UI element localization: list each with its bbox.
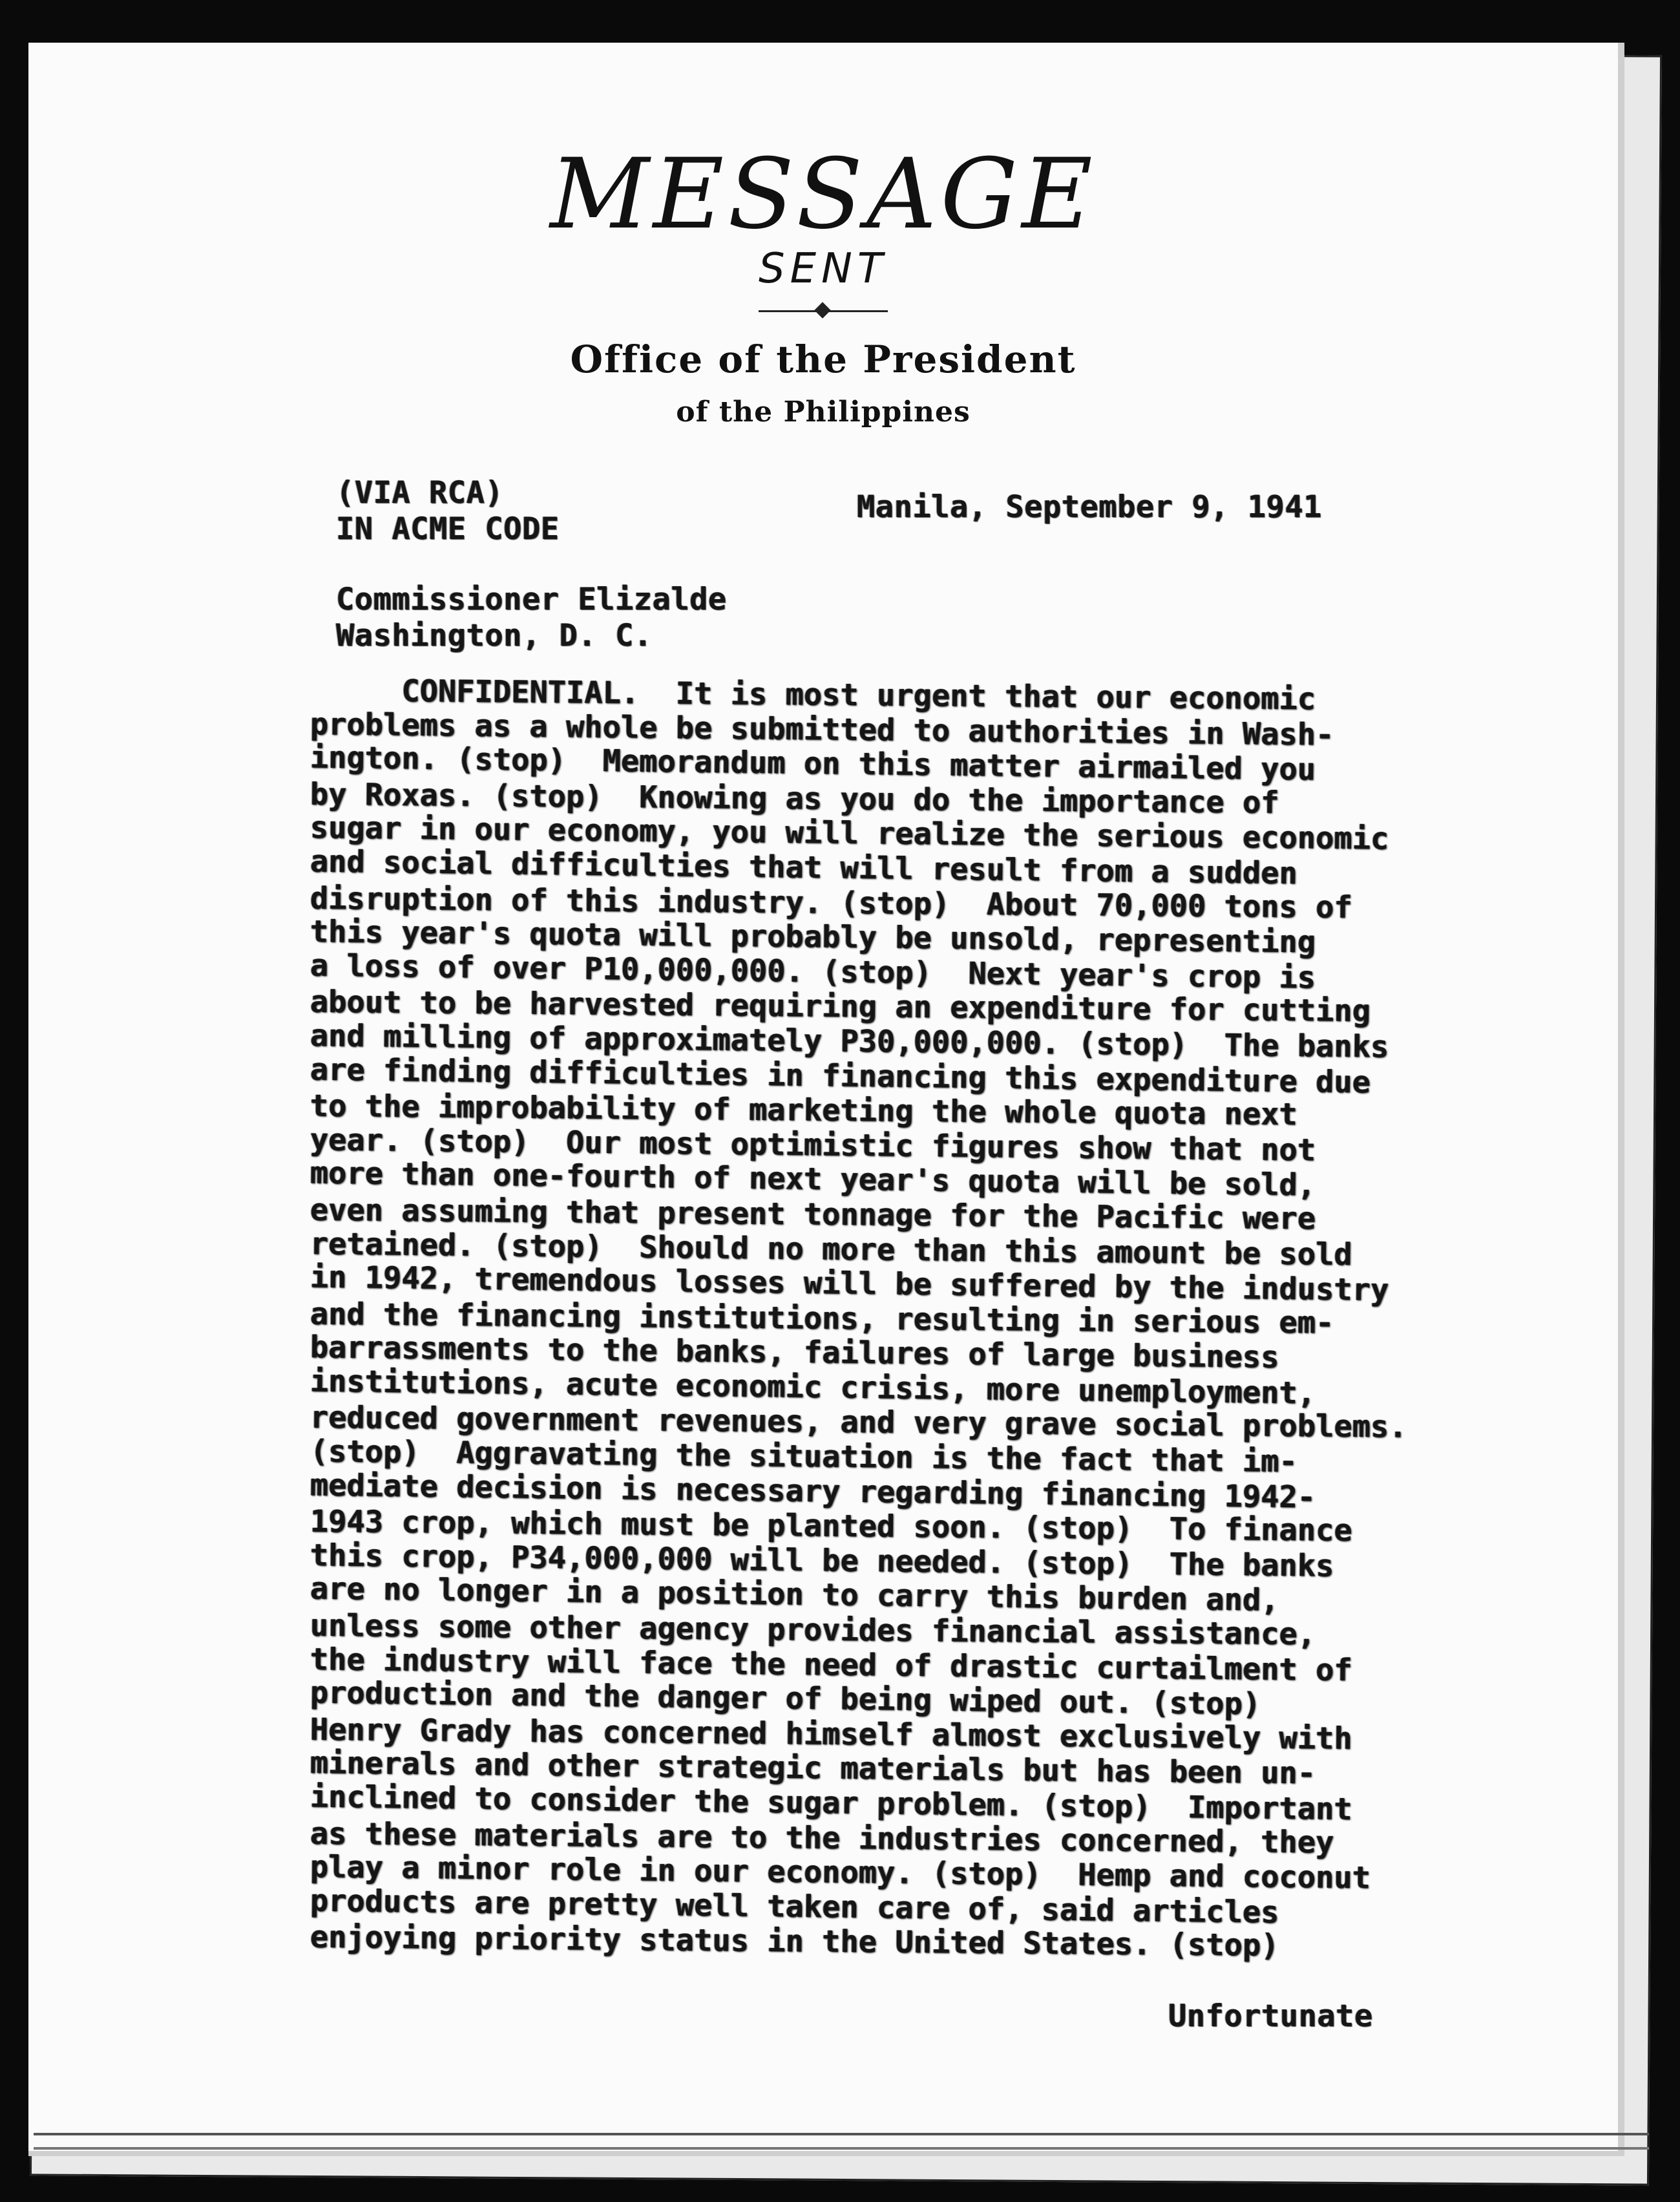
code-line: IN ACME CODE	[336, 511, 560, 547]
continuation-word: Unfortunate	[1168, 1998, 1373, 2034]
body-line: barrassments to the banks, failures of large business	[310, 1329, 1279, 1376]
letterhead	[28, 140, 1618, 432]
message-body	[310, 672, 1525, 1964]
body-line: about to be harvested requiring an expenditure for cutting	[310, 984, 1371, 1030]
body-line: ington. (stop) Memorandum on this matter airmailed you	[310, 739, 1316, 788]
office-name-line2: of the Philippines	[676, 396, 971, 429]
body-line: play a minor role in our economy. (stop) Hemp and coconut	[310, 1849, 1371, 1896]
body-line: (stop) Aggravating the situation is the fact that im-	[310, 1434, 1298, 1480]
body-line: retained. (stop) Should no more than this amount be sold	[310, 1225, 1353, 1273]
body-line: as these materials are to the industries concerned, they	[310, 1816, 1334, 1861]
body-line: this year's quota will probably be unsold, representing	[310, 914, 1316, 960]
body-line: are finding difficulties in financing this expenditure due	[310, 1052, 1371, 1101]
body-line: the industry will face the need of drastic curtailment of	[310, 1641, 1353, 1688]
stacked-page-edges	[34, 2133, 1649, 2150]
body-line: more than one-fourth of next year's quota will be sold,	[310, 1155, 1316, 1203]
body-line: CONFIDENTIAL. It is most urgent that our economic	[310, 672, 1316, 717]
body-line: 1943 crop, which must be planted soon. (stop) To finance	[310, 1504, 1353, 1549]
body-line: and social difficulties that will result from a sudden	[310, 843, 1298, 892]
body-line: production and the danger of being wiped out. (stop)	[310, 1675, 1261, 1722]
ornamental-divider	[759, 301, 888, 321]
letterhead-title: MESSAGE	[550, 138, 1097, 251]
office-name-line1: Office of the President	[570, 337, 1076, 381]
body-line: mediate decision is necessary regarding financing 1942-	[310, 1467, 1316, 1516]
body-line: enjoying priority status in the United States. (stop)	[310, 1920, 1279, 1964]
body-line: reduced government revenues, and very grave social problems.	[310, 1400, 1408, 1446]
addressee-location: Washington, D. C.	[336, 618, 653, 653]
body-line: this crop, P34,000,000 will be needed. (stop) The banks	[310, 1538, 1334, 1584]
body-line: disruption of this industry. (stop) About 70,000 tons of	[310, 880, 1353, 926]
body-line: institutions, acute economic crisis, more unemployment,	[310, 1363, 1316, 1412]
body-line: problems as a whole be submitted to authorities in Wash-	[310, 706, 1334, 753]
body-line: and the financing institutions, resulting in serious em-	[310, 1296, 1334, 1341]
body-line: sugar in our economy, you will realize the serious economic	[310, 810, 1389, 858]
body-line: unless some other agency provides financial assistance,	[310, 1607, 1316, 1653]
body-line: and milling of approximately P30,000,000. (stop) The banks	[310, 1018, 1389, 1065]
place-and-date: Manila, September 9, 1941	[857, 489, 1322, 525]
body-line: minerals and other strategic materials but has been un-	[310, 1745, 1316, 1792]
body-line: Henry Grady has concerned himself almost exclusively with	[310, 1711, 1353, 1757]
body-line: even assuming that present tonnage for the Pacific were	[310, 1192, 1316, 1237]
body-line: a loss of over P10,000,000. (stop) Next year's crop is	[310, 947, 1316, 996]
transmission-route: (VIA RCA)	[336, 475, 504, 511]
body-line: in 1942, tremendous losses will be suffered by the industry	[310, 1259, 1389, 1309]
addressee-name: Commissioner Elizalde	[336, 582, 727, 617]
body-line: by Roxas. (stop) Knowing as you do the importance of	[310, 776, 1279, 821]
body-line: are no longer in a position to carry this burden and,	[310, 1571, 1280, 1619]
body-line: to the improbability of marketing the whole quota next	[310, 1088, 1298, 1133]
body-line: inclined to consider the sugar problem. (stop) Important	[310, 1779, 1353, 1828]
letterhead-subtitle: SENT	[758, 245, 888, 293]
body-line: products are pretty well taken care of, said articles	[310, 1883, 1280, 1931]
body-line: year. (stop) Our most optimistic figures show that not	[310, 1121, 1316, 1169]
